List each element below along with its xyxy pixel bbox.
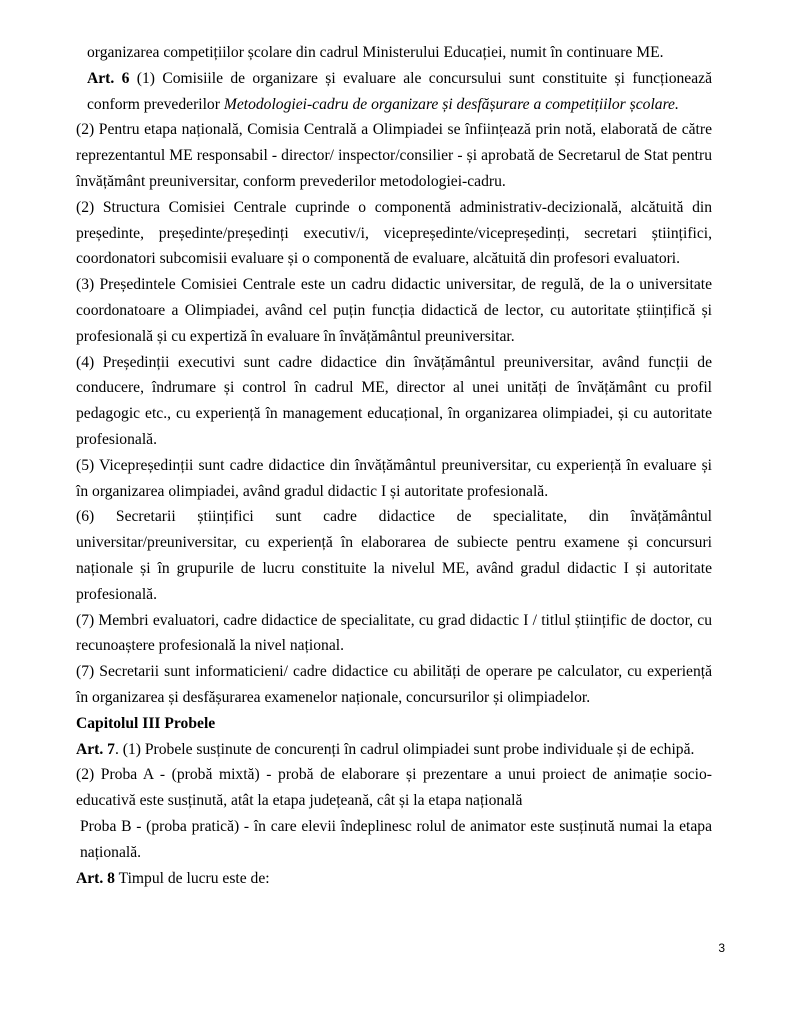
chapter-heading: Capitolul III Probele — [76, 714, 216, 732]
article-8-text: Timpul de lucru este de: — [114, 869, 270, 887]
article-7-paragraph-proba-b: Proba B - (proba pratică) - în care elevii îndeplinesc rolul de animator este susținută numai la etapa națională. — [80, 817, 712, 861]
article-6-text: (1) Comisiile de organizare și evaluare ale concursului sunt constituite și funcționează conform prevederilor — [87, 69, 712, 113]
article-6-paragraph-structure: (2) Structura Comisiei Centrale cuprinde o componentă administrativ-decizională, alcătuită din președinte, președinte/președinți executiv/i, vicepreședinte/vicepreședinți, secretari științifici, coordonatori subcomisii evaluare și o componentă de evaluare, alcătuită din profesori evaluatori. — [76, 198, 712, 268]
article-6-paragraph-evaluators: (7) Membri evaluatori, cadre didactice de specialitate, cu grad didactic I / titlul științific de doctor, cu recunoaștere profesională la nivel național. — [76, 611, 712, 655]
article-6-paragraph-executive: (4) Președinții executivi sunt cadre didactice din învățământul preuniversitar, având funcții de conducere, îndrumare și control în cadrul ME, director al unei unități de învățământ cu profil pedagogic etc., cu experiență în management educațional, în organizarea olimpiadei, și cu autoritate profesională. — [76, 353, 712, 448]
article-6-label: Art. 6 — [87, 69, 130, 87]
article-6-paragraph-vicepresidents: (5) Vicepreședinții sunt cadre didactice din învățământul preuniversitar, cu experiență în evaluare și în organizarea olimpiadei, având gradul didactic I și autoritate profesională. — [76, 456, 712, 500]
article-6-paragraph-president: (3) Președintele Comisiei Centrale este un cadru didactic universitar, de regulă, de la o universitate coordonatoare a Olimpiadei, având cel puțin funcția didactică de lector, cu autoritate științifică și profesională și cu expertiză în evaluare în învățământul preuniversitar. — [76, 276, 712, 345]
article-7-paragraph-proba-a: (2) Proba A - (probă mixtă) - probă de elaborare și prezentare a unui proiect de animație socio-educativă este susținută, atât la etapa județeană, cât și la etapa națională — [76, 766, 712, 810]
article-8-label: Art. 8 — [76, 869, 115, 887]
article-7-label: Art. 7 — [76, 740, 115, 758]
article-6-italic-reference: Metodologiei-cadru de organizare și desfășurare a competițiilor școlare. — [223, 95, 679, 113]
article-6-paragraph-secretaries: (7) Secretarii sunt informaticieni/ cadre didactice cu abilități de operare pe calculator, cu experiență în organizarea și desfășurarea examenelor naționale, concursurilor și olimpiadelor. — [76, 663, 712, 706]
article-6-paragraph-1 — [76, 66, 712, 118]
article-7-text: . (1) Probele susținute de concurenți în cadrul olimpiadei sunt probe individuale și de echipă. — [114, 740, 695, 758]
page-number: 3 — [718, 941, 725, 955]
article-6-paragraph-secretaries-scientific: (6) Secretarii științifici sunt cadre didactice de specialitate, din învățământul universitar/preuniversitar, cu experiență în elaborarea de subiecte pentru examene și concursuri naționale și în grupurile de lucru constituite la nivelul ME, având gradul didactic I și autoritate profesională. — [76, 508, 712, 603]
article-8-paragraph — [76, 866, 712, 892]
article-6-paragraph-2: (2) Pentru etapa națională, Comisia Centrală a Olimpiadei se înființează prin notă, elaborată de către reprezentantul ME responsabil - director/ inspector/consilier - și aprobată de Secretarul de Stat pentru învățământ preuniversitar, conform prevederilor metodologiei-cadru. — [76, 121, 712, 190]
article-7-paragraph-1 — [76, 737, 712, 763]
page-content — [76, 40, 712, 891]
paragraph-intro: organizarea competițiilor școlare din cadrul Ministerului Educației, numit în continuare ME. — [87, 44, 664, 61]
